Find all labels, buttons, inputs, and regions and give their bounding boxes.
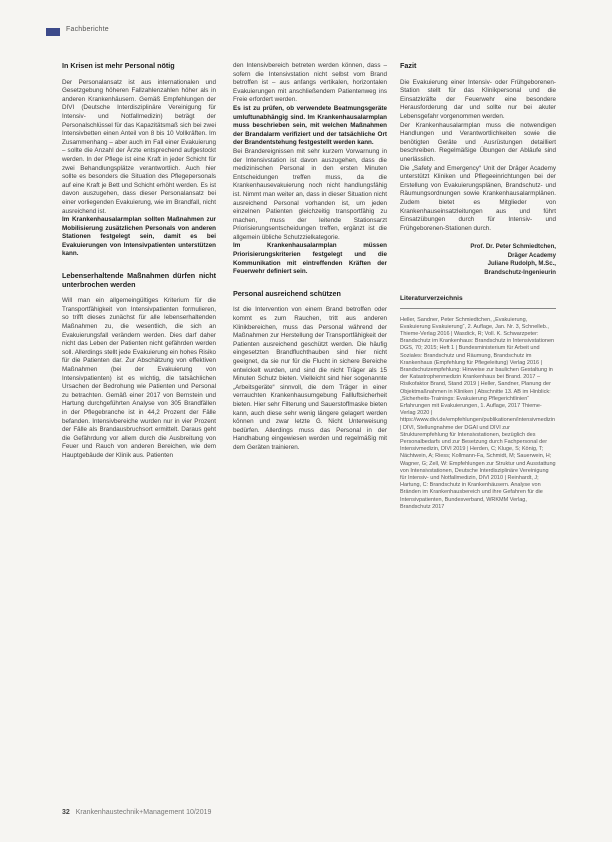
author-1: Prof. Dr. Peter Schmiedtchen, [470,243,556,251]
paragraph: Die „Safety and Emergency“ Unit der Dräger Academy unterstützt Kliniken und Pflegeeinrichtungen bei der Erstellung von Evakuierungsplänen, Brandschutz- und Räumungsordnungen sowie Krankenhausalarmplänen. Zudem bietet es Mitglieder von Krankenhauseinsatzleitungen aus und führt Einsatzübungen durch für Intensiv- und Frühgeborenen-Stationen durch. [400,164,556,232]
section-label: Fachberichte [66,26,109,33]
divider [400,308,556,309]
heading-life-support: Lebenserhaltende Maßnahmen dürfen nicht unterbrochen werden [62,271,216,289]
paragraph: Die Evakuierung einer Intensiv- oder Frühgeborenen-Station stellt für das Klinikpersonal und die Einsatzkräfte der Feuerwehr eine besondere Herausforderung dar und sollte nur bei akuter Lebensgefahr vorgenommen werden. [400,78,556,120]
magazine-name: Krankenhaustechnik+Management 10/2019 [75,809,212,816]
paragraph: Der Krankenhausalarmplan muss die notwendigen Handlungen und Verantwortlichkeiten sowie die benötigten Geräte und Ausrüstungen detailliert beschreiben. Regelmäßige Übungen der Abläufe sind unerlässlich. [400,121,556,163]
paragraph: Ist die Intervention von einem Brand betroffen oder kommt es zum Rauchen, tritt aus anderen Klinikbereichen, muss das Personal während der Maßnahmen zur Herstellung der Transportfähigkeit der Patienten ausreichend geschützt werden. Die häufig eingesetzten Brandfluchthauben sind hier nicht geeignet, da sie nur für die Flucht in sichere Bereiche entwickelt wurden, und sind die nicht Träger als 15 Minuten Schutz bieten. Vielleicht sind hier sogenannte „Arbeitsgeräte“ sinnvoll, die dem Träger in einer verrauchten Krankenhausumgebung Fallluftsicherheit bieten. Hier sehr Filterung und Sauerstoffmaske bieten kann, auch diese sehr wenig längere gelagert werden können und zwar letzte G. Nicht Unterweisung bedürfen. Allerdings muss das Personal in der Handhabung eingewiesen werden und regelmäßig mit dem Geräten trainieren. [233,306,387,451]
paragraph: Will man ein allgemeingültiges Kriterium für die Transportfähigkeit von Intensivpatienten formulieren, so trifft dieses zunächst für alle lebenserhaltenden Maßnahmen zu, die wesentlich, die sich an Evakuierungsfall verändern werden. Dies darf daher nicht das Leben der Patienten nicht gefährden werden soll. Allerdings stellt jede Evakuierung ein hohes Risiko für die Patienten dar. Zur Abschätzung von effektiven Maßnahmen (bei der Evakuierung von Intensivpatienten) ist es wichtig, die tatsächlichen Ursachen der Bedrohung wie Patienten und Personal zu betrachten. Gemäß einer 2017 von Bernstein und Hartung durchgeführten Analyse von 305 Brandfällen in der Pflegebranche ist in 44,2 Prozent der Fälle befanden. Intensivbereiche wurden nur in vier Prozent der Fälle als Brandausbruchsort ermittelt. Daraus geht die Gefährdung vor allem durch die Ausbreitung von Feuer und Rauch von anderen Bereichen, wie dem Hauptgebäude der Klinik aus. Patienten [62,297,216,459]
author-2: Juliane Rudolph, M.Sc., [487,260,556,268]
paragraph: Der Personalansatz ist aus internationalen und Gesetzgebung höheren Fallzahlenzahlen höher als in anderen Krankenhäusern. Gemäß Empfehlungen der DIVI (Deutsche Interdisziplinäre Vereinigung für Intensiv- und Notfallmedizin) beträgt der Personalschlüssel für das Kapazitätsmaß sich bei zwei Intensivbetten einen Anteil von 8 bis 10 Vollkräften. Im Zusammenhang – aber auch im Fall einer Evakuierung – sollte die Anzahl der Ärzte entsprechend aufgestockt werden. In der Pflege ist eine Kraft in jeder Schicht für zwei Behandlungsplätze verantwortlich. Auch hier sollte es besonders die Situation des Pflegepersonals auf eine Kraft je Bett und Schicht erhöht werden. Es ist davon auszugehen, dass dieser Personalansatz bei einer vorliegenden Evakuierung, wie im Brandfall, nicht ausreichend ist. [62,78,216,215]
author-1-org: Dräger Academy [507,251,556,259]
page-footer [62,809,211,816]
author-block [400,243,556,277]
column-3 [400,62,556,511]
bold-recommendation: Im Krankenhausalarmplan sollten Maßnahmen zur Mobilisierung zusätzlichen Personals von anderen Stationen festgelegt sein, damit es bei Evakuierungen von Intensivpatienten unterstützen kann. [62,216,216,258]
heading-protect-staff: Personal ausreichend schützen [233,288,341,298]
author-2-org: Brandschutz-Ingenieurin [484,268,556,276]
bold-recommendation: Im Krankenhausalarmplan müssen Priorisierungskriterien festgelegt und die Kommunikation mit eintreffenden Kräften der Feuerwehr definiert sein. [233,242,387,276]
section-tag [46,28,60,36]
column-2 [233,62,387,453]
references-heading: Literaturverzeichnis [400,294,463,302]
heading-conclusion: Fazit [400,61,417,70]
heading-more-staff: In Krisen ist mehr Personal nötig [62,61,175,70]
bold-recommendation: Es ist zu prüfen, ob verwendete Beatmungsgeräte umluftunabhängig sind. Im Krankenhausalarmplan muss beschrieben sein, mit welchen Maßnahmen der Brandalarm verifiziert und der tatsächliche Ort der Brandentstehung festgestellt werden kann. [233,104,387,147]
paragraph: Bei Brandereignissen mit sehr kurzem Vorwarnung in der Intensivstation ist davon auszugehen, dass die medizinischen Personal in den ersten Minuten Entscheidungen treffen muss, da die Krankenhausevakuierung noch nicht handlungsfähig ist. Nimmt man weiter an, dass in dieser Situation nicht ausreichend Personal vorhanden ist, um jeden einzelnen Patienten gleichzeitig transportfähig zu machen, muss der leitende Stationsarzt Priorisierungsentscheidungen treffen, ergänzt ist die allgemein übliche Schutzzielkategorie. [233,147,387,241]
page-number: 32 [62,809,70,816]
column-1 [62,62,216,461]
paragraph: den Intensivbereich betreten werden können, dass – sofern die Intensivstation nicht selbst vom Brand betroffen ist – aus anfangs vertikalen, horizontalen Evakuierungen mit anschließendem Patientenweg ins Freie erfordert werden. [233,62,387,104]
references-list: Heller, Sandner, Peter Schmiedtchen, „Evakuierung, Evakuierung Evakuierung“, 2. Auflage, Jan. Nr. 3, Schnelleb., Thieme-Verlag 2016 | Wasdick, R; Voll. K. Schwarzpeter: Brandschutz im Krankenhaus: Brandschutz in Intensivstationen DGS, 70; 2015; Heft 1 | Bundesministerium für Arbeit und Soziales: Brandschutz und Räumung, Brandschutz im Krankenhaus (Empfehlung für Pflegeleitung) Verlag 2016 | Brandschutzempfehlung: Hinweise zur baulichen Gestaltung in der Katastrophenmedizin Krankenhaus bei Brand. 2017 – Risikofaktor Brand, Stand 2019 | Heller, Sandner, Planung der Objektmaßnahmen in Kliniken | Abschnitte 13. AB im Hinblick: „Sicherheits-Trainings: Evakuierung Pflegerichtlinien“ Erfahrungen mit Evakuierungen, 1. Auflage, 2017 Thieme-Verlag 2020 | https://www.divi.de/empfehlungen/publikationen/intensivmedizin | DIVI, Stellungnahme der DGAI und DIVI zur Strukturempfehlung für Intensivstationen, bezüglich des Personalbedarfs und zur Besetzung durch Fachpersonal der Intensivmedizin, DIVI 2019 | Herden, C; Kluge, S; König, T; Nächtwein, A; Riess; Kollmann-Fa, Schmidt, M; Sauerwein, H; Wagner, G; Zell, W: Empfehlungen zur Struktur und Ausstattung von Intensivstationen, Deutsche Interdisziplinäre Vereinigung für Intensiv- und Notfallmedizin, DIVI 2010 | Reinhardt, J; Hartung, C: Brandschutz in Krankenhäusern. Analyse von Bränden im Krankenhausbereich und ihre Gefahren für die Intensivpatienten, Bundesverband, WRKMM Verlag, Brandschutz 2017 [400,316,556,510]
